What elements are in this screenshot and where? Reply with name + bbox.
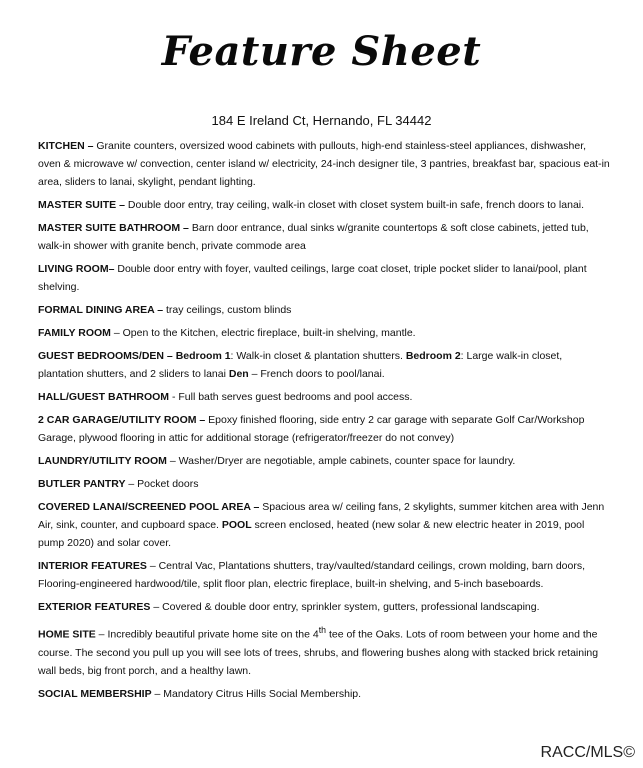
section-label: COVERED LANAI/SCREENED POOL AREA – (38, 501, 260, 513)
section-text: – Washer/Dryer are negotiable, ample cabinets, counter space for laundry. (166, 455, 516, 467)
mls-watermark: RACC/MLS© (540, 744, 635, 761)
section-label: BUTLER PANTRY (38, 478, 126, 490)
section-label: POOL (221, 519, 252, 531)
page-title: Feature Sheet (161, 28, 482, 75)
section-text: screen enclosed, heated (new solar & new electric heater in 2019, pool pump 2020) and solar cover. (38, 519, 585, 549)
section-label: INTERIOR FEATURES (38, 560, 147, 572)
section-label: Bedroom 2 (405, 350, 461, 362)
section-label: HALL/GUEST BATHROOM (38, 391, 170, 403)
section-label: LAUNDRY/UTILITY ROOM (38, 455, 167, 467)
feature-section (38, 557, 610, 593)
section-label: HOME SITE (38, 628, 96, 641)
section-label: MASTER SUITE BATHROOM – (38, 222, 189, 234)
feature-section (38, 196, 610, 214)
feature-section (38, 685, 610, 703)
feature-section (38, 219, 610, 255)
section-label: 2 CAR GARAGE/UTILITY ROOM – (38, 414, 206, 426)
section-text: Granite counters, oversized wood cabinets with pullouts, high-end stainless-steel appliances, dishwasher, oven & microwave w/ convection, center island w/ electricity, 24-inch designer tile, 3 pantries, breakfast bar, spacious eat-in area, sliders to lanai, skylight, pendant lighting. (38, 140, 610, 188)
feature-section (38, 598, 610, 616)
section-text: : Large walk-in closet, plantation shutters, and 2 sliders to lanai (38, 350, 563, 380)
section-label: Den (228, 368, 249, 380)
property-address: 184 E Ireland Ct, Hernando, FL 34442 (211, 113, 432, 128)
section-text: – Open to the Kitchen, electric fireplace, built-in shelving, mantle. (110, 327, 416, 339)
section-text: – Incredibly beautiful private home site on the 4 (95, 628, 319, 641)
section-label: SOCIAL MEMBERSHIP (38, 687, 152, 700)
feature-section (38, 324, 610, 342)
section-text: Double door entry, tray ceiling, walk-in closet with closet system built-in safe, french doors to lanai. (124, 199, 585, 211)
section-text: : Walk-in closet & plantation shutters. (230, 350, 406, 362)
section-label: GUEST BEDROOMS/DEN – (38, 350, 173, 362)
section-label: MASTER SUITE – (38, 199, 125, 211)
feature-section (38, 301, 610, 319)
feature-section (38, 411, 610, 447)
section-text: – Mandatory Citrus Hills Social Membership. (151, 687, 362, 700)
section-text: - Full bath serves guest bedrooms and pool access. (169, 391, 413, 403)
section-text: – Central Vac, Plantations shutters, tray/vaulted/standard ceilings, crown molding, barn doors, Flooring-engineered hardwood/tile, split floor plan, electric fireplace, built-in shelving, and 5-inch baseboards. (38, 560, 586, 590)
feature-section (38, 452, 610, 470)
feature-section (38, 137, 610, 191)
feature-section (38, 498, 610, 552)
section-text: Barn door entrance, dual sinks w/granite countertops & soft close cabinets, jetted tub, walk-in shower with granite bench, private commode area (38, 222, 589, 252)
feature-list (38, 137, 610, 708)
section-label: EXTERIOR FEATURES (38, 601, 151, 613)
feature-section (38, 475, 610, 493)
section-label: FORMAL DINING AREA – (38, 304, 164, 316)
feature-section (38, 347, 610, 383)
section-text: tray ceilings, custom blinds (163, 304, 292, 316)
section-label: Bedroom 1 (175, 350, 231, 362)
section-text: Double door entry with foyer, vaulted ceilings, large coat closet, triple pocket slider to lanai/pool, plant shelving. (38, 263, 587, 293)
feature-section (38, 621, 610, 680)
section-text: tee of the Oaks. Lots of room between your home and the course. The second you pull up you will see lots of trees, shrubs, and flowering bushes along with stacked brick retaining wall beds, big front porch, and a healthy lawn. (38, 628, 599, 677)
section-label: LIVING ROOM– (38, 263, 115, 275)
superscript-text: th (318, 625, 327, 635)
section-label: KITCHEN – (38, 140, 94, 152)
feature-section (38, 388, 610, 406)
section-text: Epoxy finished flooring, side entry 2 car garage with separate Golf Car/Workshop Garage, plywood flooring in attic for additional storage (refrigerator/freezer do not convey) (38, 414, 585, 444)
section-text: Spacious area w/ ceiling fans, 2 skylights, summer kitchen area with Jenn Air, sink, counter, and cupboard space. (38, 501, 605, 531)
section-label: FAMILY ROOM (38, 327, 111, 339)
section-text: – Covered & double door entry, sprinkler system, gutters, professional landscaping. (150, 601, 540, 613)
section-text: – Pocket doors (125, 478, 199, 490)
section-text: – French doors to pool/lanai. (248, 368, 385, 380)
feature-section (38, 260, 610, 296)
